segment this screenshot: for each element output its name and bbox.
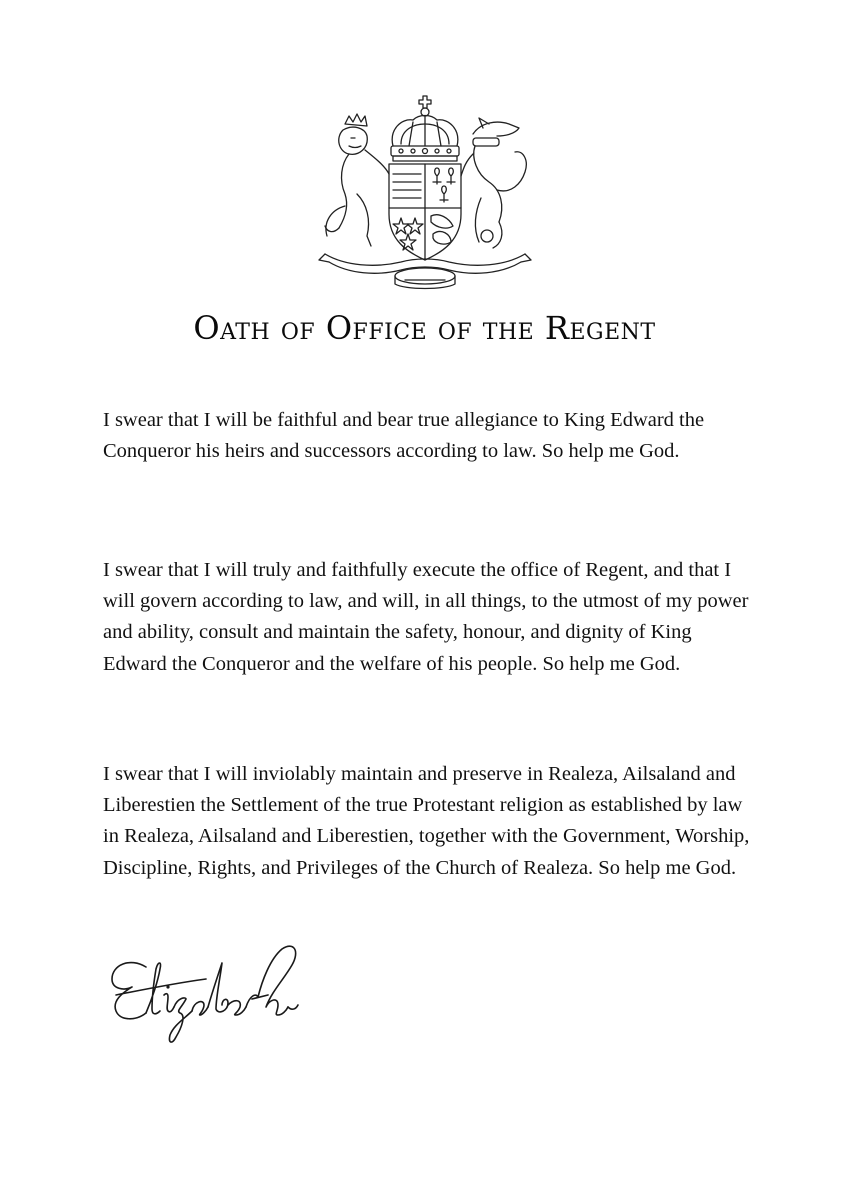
- compartment-icon: [395, 268, 455, 289]
- oath-paragraph-1: I swear that I will be faithful and bear true allegiance to King Edward the Conqueror his heirs and successors according to law. So help me God.: [103, 409, 705, 463]
- document-title: Oath of Office of the Regent: [193, 309, 656, 347]
- shield-icon: [389, 164, 461, 260]
- coat-of-arms-icon: [305, 94, 545, 292]
- oath-paragraph-2: I swear that I will truly and faithfully execute the office of Regent, and that I will govern according to law, and will, in all things, to the utmost of my power and ability, consult and maintain the safety, honour, and dignity of King Edward the Conqueror and the welfare of his people. So help me God.: [103, 559, 749, 675]
- oath-paragraph-3: I swear that I will inviolably maintain and preserve in Realeza, Ailsaland and Liberestien the Settlement of the true Protestant religion as established by law in Realeza, Ailsaland and Liberestien, together with the Government, Worship, Discipline, Rights, and Privileges of the Church of Realeza. So help me God.: [103, 763, 750, 879]
- lion-supporter-icon: [325, 114, 389, 246]
- crown-icon: [391, 96, 459, 161]
- signature-icon: [106, 935, 302, 1047]
- greyhound-supporter-icon: [461, 118, 526, 248]
